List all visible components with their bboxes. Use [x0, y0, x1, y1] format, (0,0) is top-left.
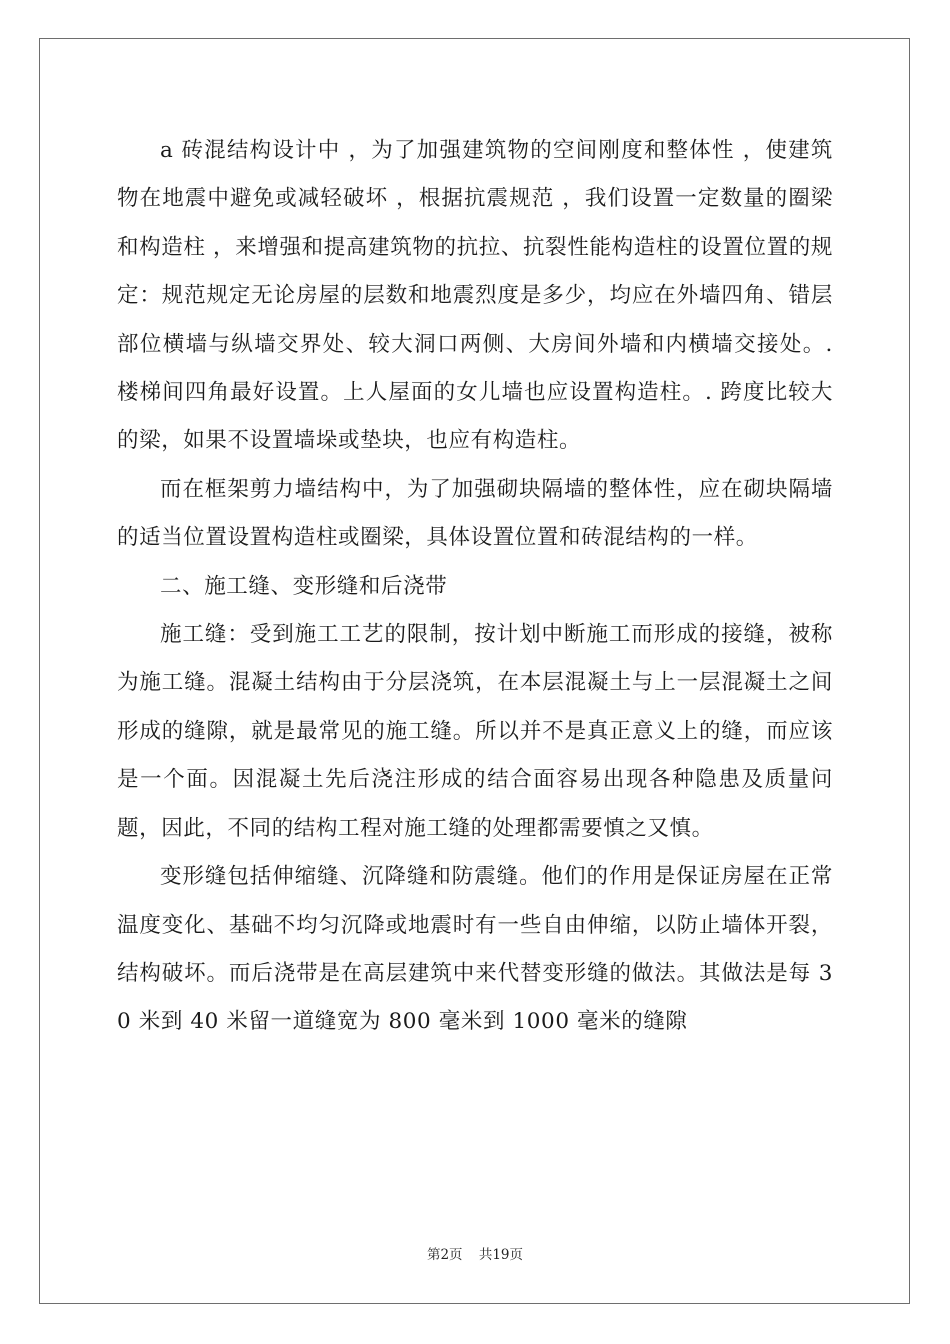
paragraph-frame-shear-wall: 而在框架剪力墙结构中，为了加强砌块隔墙的整体性，应在砌块隔墙的适当位置设置构造柱或圈梁，具体设置位置和砖混结构的一样。	[117, 476, 833, 551]
page-total: 共19页	[478, 1247, 524, 1263]
page-footer	[0, 1243, 950, 1263]
section-heading: 二、施工缝、变形缝和后浇带	[160, 573, 448, 599]
paragraph-structural-columns: a 砖混结构设计中 ，为了加强建筑物的空间刚度和整体性 ，使建筑物在地震中避免或减轻破坏 ，根据抗震规范 ，我们设置一定数量的圈梁和构造柱 ，来增强和提高建筑物的抗拉、抗裂性能构造柱的设置位置的规定：规范规定无论房屋的层数和地震烈度是多少，均应在外墙四角、错层部位横墙与纵墙交界处、较大洞口两侧、大房间外墙和内横墙交接处。. 楼梯间四角最好设置。上人屋面的女儿墙也应设置构造柱。. 跨度比较大的梁，如果不设置墙垛或垫块，也应有构造柱。	[117, 138, 833, 454]
document-body	[117, 127, 833, 1047]
paragraph-deformation-joint: 变形缝包括伸缩缝、沉降缝和防震缝。他们的作用是保证房屋在正常温度变化、基础不均匀沉降或地震时有一些自由伸缩，以防止墙体开裂，结构破坏。而后浇带是在高层建筑中来代替变形缝的做法。其做法是每 30 米到 40 米留一道缝宽为 800 毫米到 1000 毫米的缝隙	[117, 864, 833, 1035]
paragraph-construction-joint: 施工缝：受到施工工艺的限制，按计划中断施工而形成的接缝，被称为施工缝。混凝土结构由于分层浇筑，在本层混凝土与上一层混凝土之间形成的缝隙，就是最常见的施工缝。所以并不是真正意义上的缝，而应该是一个面。因混凝土先后浇注形成的结合面容易出现各种隐患及质量问题，因此，不同的结构工程对施工缝的处理都需要慎之又慎。	[117, 622, 833, 841]
page-number: 第2页	[426, 1247, 463, 1263]
